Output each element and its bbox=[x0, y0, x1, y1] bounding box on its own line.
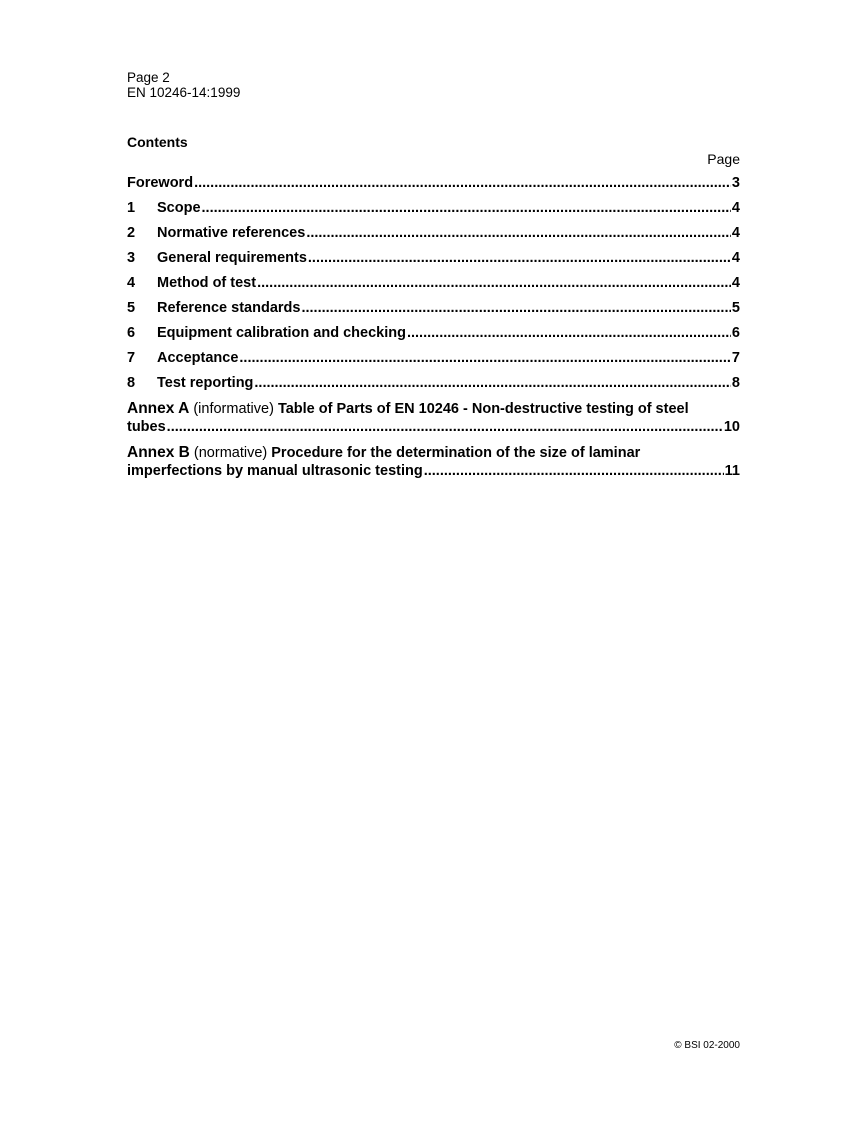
toc-entry-acceptance[interactable] bbox=[127, 350, 740, 375]
toc-entry-page: 5 bbox=[731, 300, 740, 316]
toc-entry-title: Equipment calibration and checking bbox=[157, 325, 406, 341]
toc-entry-number: 4 bbox=[127, 275, 136, 291]
page-column-label: Page bbox=[707, 151, 740, 167]
dot-leader bbox=[254, 375, 731, 391]
toc-entry-reference-standards[interactable] bbox=[127, 300, 740, 325]
page-number: Page 2 bbox=[127, 70, 170, 85]
toc-entry-number: 7 bbox=[127, 350, 136, 366]
contents-heading: Contents bbox=[127, 134, 188, 150]
toc-entry-page: 4 bbox=[731, 275, 740, 291]
toc-entry-title: General requirements bbox=[157, 250, 307, 266]
toc-entry-number: 1 bbox=[127, 200, 136, 216]
copyright-footer: © BSI 02-2000 bbox=[674, 1040, 740, 1051]
annex-label: Annex B bbox=[127, 444, 190, 461]
toc-entry-title: Reference standards bbox=[157, 300, 301, 316]
page-header bbox=[127, 70, 240, 100]
toc-entry-page: 6 bbox=[731, 325, 740, 341]
annex-title-line1: Procedure for the determination of the size of laminar bbox=[271, 445, 641, 461]
toc-entry-page: 8 bbox=[731, 375, 740, 391]
dot-leader bbox=[407, 325, 731, 341]
toc-entry-general-requirements[interactable] bbox=[127, 250, 740, 275]
annex-kind: (normative) bbox=[193, 445, 268, 461]
table-of-contents bbox=[127, 175, 740, 488]
toc-entry-number: 3 bbox=[127, 250, 136, 266]
toc-entry-page: 4 bbox=[731, 200, 740, 216]
toc-entry-scope[interactable] bbox=[127, 200, 740, 225]
toc-entry-page: 3 bbox=[731, 175, 740, 191]
dot-leader bbox=[424, 463, 724, 479]
dot-leader bbox=[194, 175, 731, 191]
toc-entry-page: 4 bbox=[731, 250, 740, 266]
toc-entry-normative-references[interactable] bbox=[127, 225, 740, 250]
annex-title-line1: Table of Parts of EN 10246 - Non-destructive testing of steel bbox=[277, 401, 689, 417]
toc-entry-page: 7 bbox=[731, 350, 740, 366]
annex-kind: (informative) bbox=[193, 401, 274, 417]
annex-title-line2: imperfections by manual ultrasonic testing bbox=[127, 463, 423, 479]
toc-entry-title: Method of test bbox=[157, 275, 257, 291]
dot-leader bbox=[257, 275, 731, 291]
annex-title-line2: tubes bbox=[127, 419, 166, 435]
toc-entry-number: 8 bbox=[127, 375, 136, 391]
dot-leader bbox=[301, 300, 730, 316]
toc-entry-title: Acceptance bbox=[157, 350, 239, 366]
dot-leader bbox=[308, 250, 731, 266]
annex-label: Annex A bbox=[127, 400, 190, 417]
toc-entry-number: 6 bbox=[127, 325, 136, 341]
toc-entry-equipment-calibration[interactable] bbox=[127, 325, 740, 350]
annex-page: 10 bbox=[723, 419, 740, 435]
toc-entry-annex-b[interactable] bbox=[127, 444, 740, 488]
dot-leader bbox=[239, 350, 731, 366]
toc-entry-page: 4 bbox=[731, 225, 740, 241]
toc-entry-title: Foreword bbox=[127, 175, 194, 191]
toc-entry-test-reporting[interactable] bbox=[127, 375, 740, 400]
annex-page: 11 bbox=[724, 463, 740, 479]
dot-leader bbox=[167, 419, 723, 435]
standard-code: EN 10246-14:1999 bbox=[127, 85, 241, 100]
dot-leader bbox=[202, 200, 731, 216]
toc-entry-title: Normative references bbox=[157, 225, 306, 241]
dot-leader bbox=[306, 225, 731, 241]
toc-entry-title: Test reporting bbox=[157, 375, 254, 391]
toc-entry-foreword[interactable] bbox=[127, 175, 740, 200]
toc-entry-annex-a[interactable] bbox=[127, 400, 740, 444]
toc-entry-number: 5 bbox=[127, 300, 136, 316]
toc-entry-method-of-test[interactable] bbox=[127, 275, 740, 300]
toc-entry-number: 2 bbox=[127, 225, 136, 241]
toc-entry-title: Scope bbox=[157, 200, 201, 216]
